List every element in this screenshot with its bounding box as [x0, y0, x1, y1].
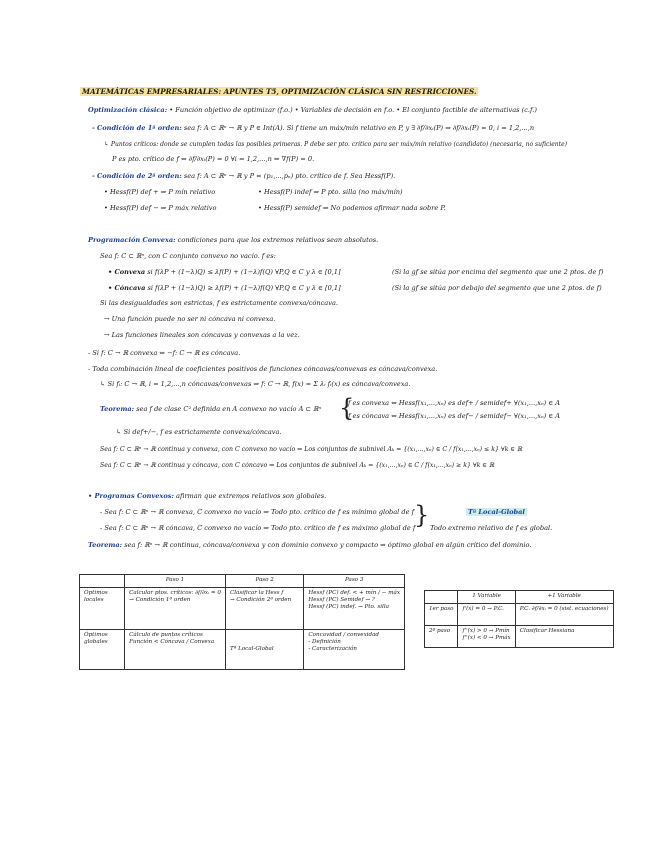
global-min-rule: - Sea f: C ⊂ ℝⁿ → ℝ convexa, C convexo no vacío ⇒ Todo pto. crítico de f es mínimo global de f [100, 508, 415, 516]
table-cell: Clasificar la Hess f → Condición 2ª orden [225, 588, 303, 630]
concave-note: (Si la gf se sitúa por debajo del segmento que une 2 ptos. de f) [392, 284, 602, 292]
table-header-row [80, 575, 405, 588]
subheading: - Condición de 1ª orden: [92, 124, 182, 132]
table-cell: Clasificar Hessiana [515, 626, 613, 648]
table-cell: Cálculo de puntos críticos Función < Cóncava / Convexa [125, 630, 226, 670]
property-line: - Toda combinación lineal de coeficientes positivos de funciones cóncavas/convexas es cóncava/convexa. [88, 365, 438, 373]
table-cell: f''(x) > 0 → Pmín f''(x) < 0 → Pmáx [458, 626, 515, 648]
table-row [425, 604, 614, 626]
table-cell: Concavidad / convexidad - Definición - Caracterización [304, 630, 405, 670]
theorem-label: Teorema: [88, 541, 123, 549]
hessian-rule: • Hessf(P) semidef ⇒ No podemos afirmar nada sobre P. [258, 204, 446, 212]
convex-programs-heading: • Programas Convexos: afirman que extremos relativos son globales. [88, 492, 327, 500]
section-heading: Optimización clásica: [88, 106, 168, 114]
convex-definition: • Convexa si f(λP + (1−λ)Q) ≤ λf(P) + (1−λ)f(Q) ∀P,Q ∈ C y λ ∈ [0,1] [108, 268, 341, 276]
table-row [80, 630, 405, 670]
brace-symbol: { [339, 394, 355, 422]
table-cell: Óptimos locales [80, 588, 125, 630]
convex-note: (Si la gf se sitúa por encima del segmento que une 2 ptos. de f) [392, 268, 604, 276]
property-line: - Si f: C → ℝ convexa ⇔ −f: C → ℝ es cóncava. [88, 349, 241, 357]
table-cell: P.C. ∂f/∂xᵢ = 0 (sist. ecuaciones) [515, 604, 613, 626]
page-title: MATEMÁTICAS EMPRESARIALES: APUNTES T5, OPTIMIZACIÓN CLÁSICA SIN RESTRICCIONES. [82, 87, 477, 96]
theorem-global-optimum: Teorema: sea f: ℝⁿ → ℝ continua, cóncava/convexa y con dominio convexo y compacto ⇒ óptimo global en algún crítico del dominio. [88, 541, 532, 549]
local-global-badge: Tª Local-Global [468, 508, 525, 516]
convex-programming-heading: Programación Convexa: condiciones para que los extremos relativos sean absolutos. [88, 236, 379, 244]
section-heading: Programación Convexa: [88, 236, 176, 244]
table-header: Paso 3 [304, 575, 405, 588]
table-header: Paso 2 [225, 575, 303, 588]
table-row [80, 588, 405, 630]
convexity-setup: Sea f: C ⊂ ℝⁿ, con C conjunto convexo no vacío. f es: [100, 252, 276, 260]
table-cell: Calcular ptos. críticos: ∂f/∂xᵢ = 0 → Condición 1ª orden [125, 588, 226, 630]
table-header: 1 Variable [458, 591, 515, 604]
theorem-after: ↳ Si def+/−, f es estrictamente convexa/cóncava. [116, 428, 282, 436]
table-cell: Tª Local-Global [225, 630, 303, 670]
table-cell: f'(x) = 0 → P.C. [458, 604, 515, 626]
table-header-row [425, 591, 614, 604]
comparison-table [424, 590, 614, 648]
table-cell: 1er paso [425, 604, 458, 626]
optimization-intro: Optimización clásica: • Función objetivo de optimizar (f.o.) • Variables de decisión en f.o. • El conjunto factible de alternativas (c.f.) [88, 106, 537, 114]
brace-symbol: } [414, 501, 430, 529]
property-line: ↳ Si fᵢ: C → ℝ, i = 1,2,...,n cóncavas/convexas ⇒ f: C → ℝ, f(x) = Σ λᵢ fᵢ(x) es cóncava/convexa. [100, 380, 411, 388]
subheading: - Condición de 2ª orden: [92, 172, 182, 180]
table-header [425, 591, 458, 604]
first-order-condition: - Condición de 1ª orden: sea f: A ⊂ ℝⁿ → ℝ y P ∈ Int(A). Si f tiene un máx/mín relativo en P, y ∃ ∂f/∂xᵢ(P) ⇒ ∂f/∂xᵢ(P) = 0, i = 1,2,...,n [92, 124, 535, 132]
hessian-rule: • Hessf(P) def + ⇒ P mín relativo [104, 188, 216, 196]
table-cell: Óptimos globales [80, 630, 125, 670]
theorem-row: f es cóncava ⇔ Hessf(x₁,...,xₙ) es def− / semidef− ∀(x₁,...,xₙ) ∈ A [348, 412, 561, 420]
table-header [80, 575, 125, 588]
strict-note: Si las desigualdades son estrictas, f es estrictamente convexa/cóncava. [100, 299, 338, 307]
sublevel-convex: Sea f: C ⊂ ℝⁿ → ℝ continua y convexa, con C convexo no vacío ⇒ Los conjuntos de subnivel Aₖ = {(x₁,...,xₙ) ∈ C / f(x₁,...,xₙ) ≤ k} ∀k ∈ ℝ [100, 446, 522, 453]
second-order-condition: - Condición de 2ª orden: sea f: A ⊂ ℝⁿ → ℝ y P = (p₁,...,pₙ) pto. crítico de f. Sea Hessf(P). [92, 172, 396, 180]
critical-point-definition: P es pto. crítico de f ⇔ ∂f/∂xᵢ(P) = 0 ∀i = 1,2,...,n ⇔ ∇f(P) = 0. [112, 155, 315, 163]
theorem-label: Teorema: [100, 405, 135, 413]
concave-definition: • Cóncava si f(λP + (1−λ)Q) ≥ λf(P) + (1−λ)f(Q) ∀P,Q ∈ C y λ ∈ [0,1] [108, 284, 341, 292]
note-line: → Una función puede no ser ni cóncava ni convexa. [104, 315, 276, 323]
table-cell: Hessf (PC) def. < + mín / − máx Hessf (PC) Semidef → ? Hessf (PC) indef. → Pto. silla [304, 588, 405, 630]
sublevel-concave: Sea f: C ⊂ ℝⁿ → ℝ continua y cóncava, con C cóncavo ⇒ Los conjuntos de subnivel Aₖ = {(x₁,...,xₙ) ∈ C / f(x₁,...,xₙ) ≥ k} ∀k ∈ ℝ [100, 462, 494, 469]
local-global-note: Todo extremo relativo de f es global. [430, 524, 553, 532]
theorem-convexity: Teorema: sea f de clase C² definida en A convexo no vacío A ⊂ ℝⁿ [100, 405, 322, 413]
table-row [425, 626, 614, 648]
hessian-rule: • Hessf(P) def − ⇒ P máx relativo [104, 204, 217, 212]
section-heading: • Programas Convexos: [88, 492, 174, 500]
note-line: → Las funciones lineales son cóncavas y convexas a la vez. [104, 331, 300, 339]
summary-table [79, 574, 405, 670]
theorem-row: f es convexa ⇔ Hessf(x₁,...,xₙ) es def+ / semidef+ ∀(x₁,...,xₙ) ∈ A [348, 399, 561, 407]
critical-points-note: ↳ Puntos críticos: donde se cumplen todas las posibles primeras. P debe ser pto. crítico para ser máx/mín relativo (candidato) (necesaria, no suficiente) [104, 141, 567, 148]
table-cell: 2º paso [425, 626, 458, 648]
table-header: Paso 1 [125, 575, 226, 588]
table-header: +1 Variable [515, 591, 613, 604]
hessian-rule: • Hessf(P) indef ⇒ P pto. silla (no máx/mín) [258, 188, 403, 196]
global-max-rule: - Sea f: C ⊂ ℝⁿ → ℝ cóncava, C convexo no vacío ⇒ Todo pto. crítico de f es máximo global de f [100, 524, 416, 532]
